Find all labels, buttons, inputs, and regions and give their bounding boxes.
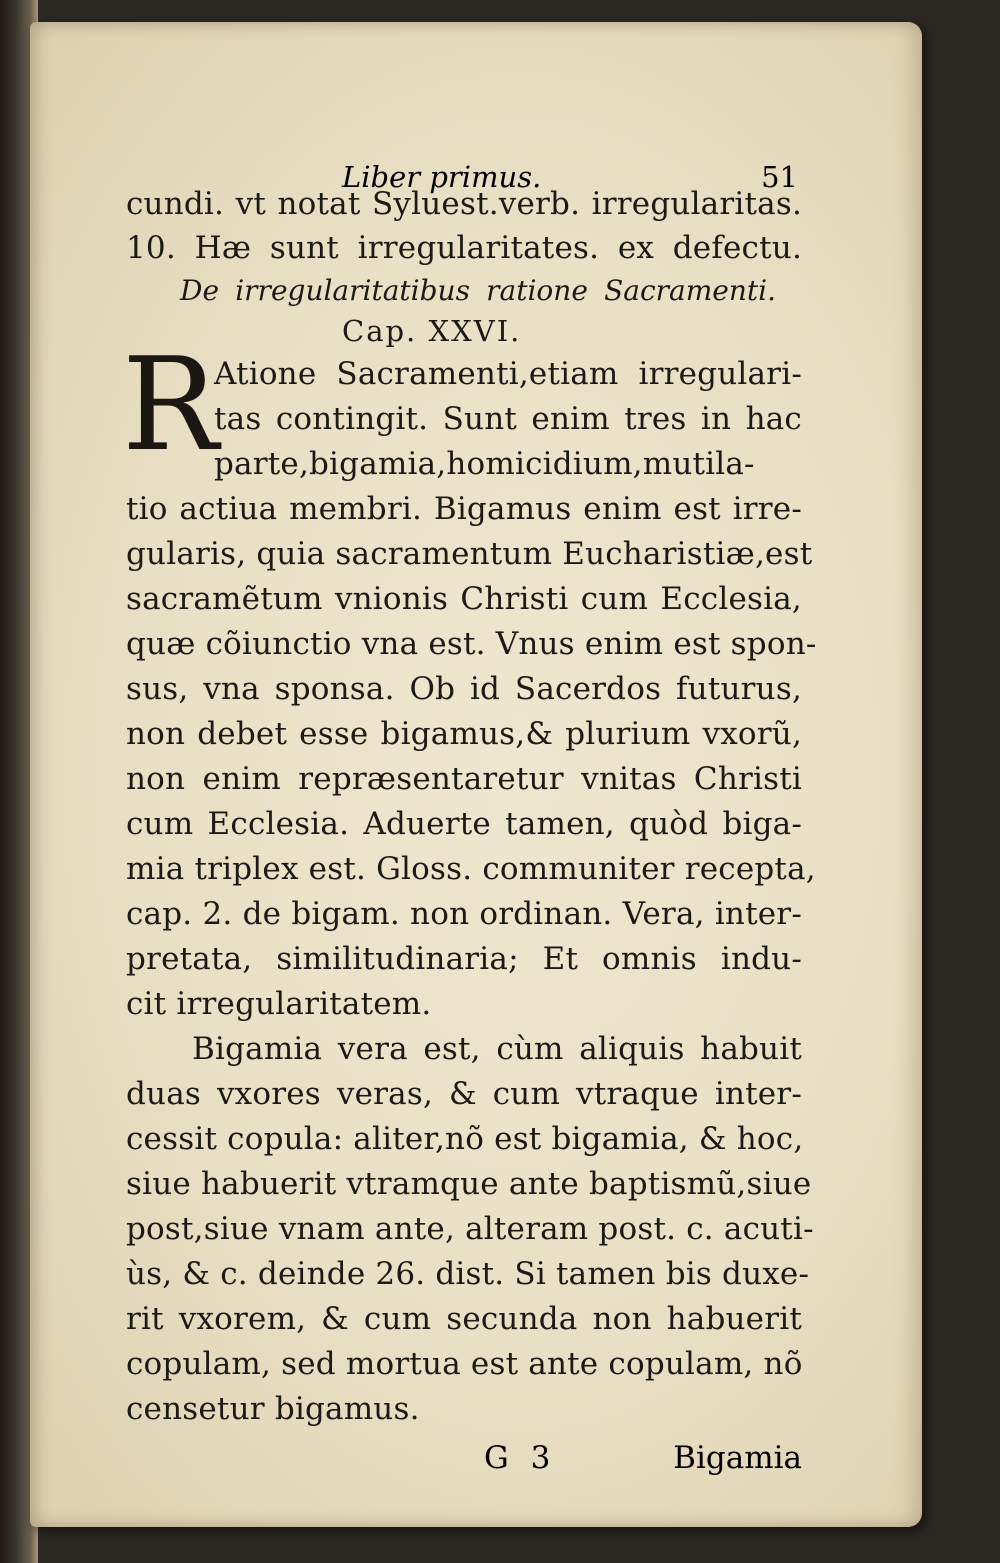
text-line: gularis, quia sacramentum Eucharistiæ,est [126,536,813,572]
catchword: Bigamia [673,1440,802,1476]
chapter-rubric: De irregularitatibus ratione Sacramenti. [180,274,776,307]
chapter-number: Cap. XXVI. [342,314,522,348]
book-page [30,22,922,1527]
text-line: copulam, sed mortua est ante copulam, nõ [126,1346,803,1382]
text-line: tas contingit. Sunt enim tres in hac [214,401,802,437]
text-line: duas vxores veras, & cum vtraque inter- [126,1076,802,1112]
text-line: post,siue vnam ante, alteram post. c. acuti- [126,1211,814,1247]
text-line: pretata, similitudinaria; Et omnis indu- [126,941,802,977]
text-line: mia triplex est. Gloss. communiter recepta, [126,851,816,887]
text-line: 10. Hæ sunt irregularitates. ex defectu. [126,230,802,266]
text-line: non enim repræsentaretur vnitas Christi [126,761,802,797]
text-line: cundi. vt notat Syluest.verb. irregularitas. [126,186,802,222]
paragraph-first-line: Bigamia vera est, cùm aliquis habuit [192,1031,802,1067]
text-line: Atione Sacramenti,etiam irregulari- [214,356,802,392]
text-line: non debet esse bigamus,& plurium vxorũ, [126,716,802,752]
signature-mark: G 3 [484,1440,557,1476]
running-title: Liber primus. [342,160,542,194]
text-line: sacramẽtum vnionis Christi cum Ecclesia, [126,581,802,617]
text-line: sus, vna sponsa. Ob id Sacerdos futurus, [126,671,802,707]
text-line: censetur bigamus. [126,1391,420,1427]
folio-number: 51 [761,160,798,194]
text-line: ùs, & c. deinde 26. dist. Si tamen bis duxe- [126,1256,810,1292]
text-line: quæ cõiunctio vna est. Vnus enim est spon- [126,626,817,662]
text-line: cum Ecclesia. Aduerte tamen, quòd biga- [126,806,802,842]
drop-capital: R [122,331,219,480]
text-line: rit vxorem, & cum secunda non habuerit [126,1301,802,1337]
text-line: parte,bigamia,homicidium,mutila- [214,446,755,482]
page-footer [126,1440,802,1490]
text-line: cit irregularitatem. [126,986,432,1022]
text-line: cap. 2. de bigam. non ordinan. Vera, inter- [126,896,802,932]
text-line: cessit copula: aliter,nõ est bigamia, & hoc, [126,1121,804,1157]
text-line: siue habuerit vtramque ante baptismũ,siue [126,1166,812,1202]
text-line: tio actiua membri. Bigamus enim est irre- [126,491,802,527]
